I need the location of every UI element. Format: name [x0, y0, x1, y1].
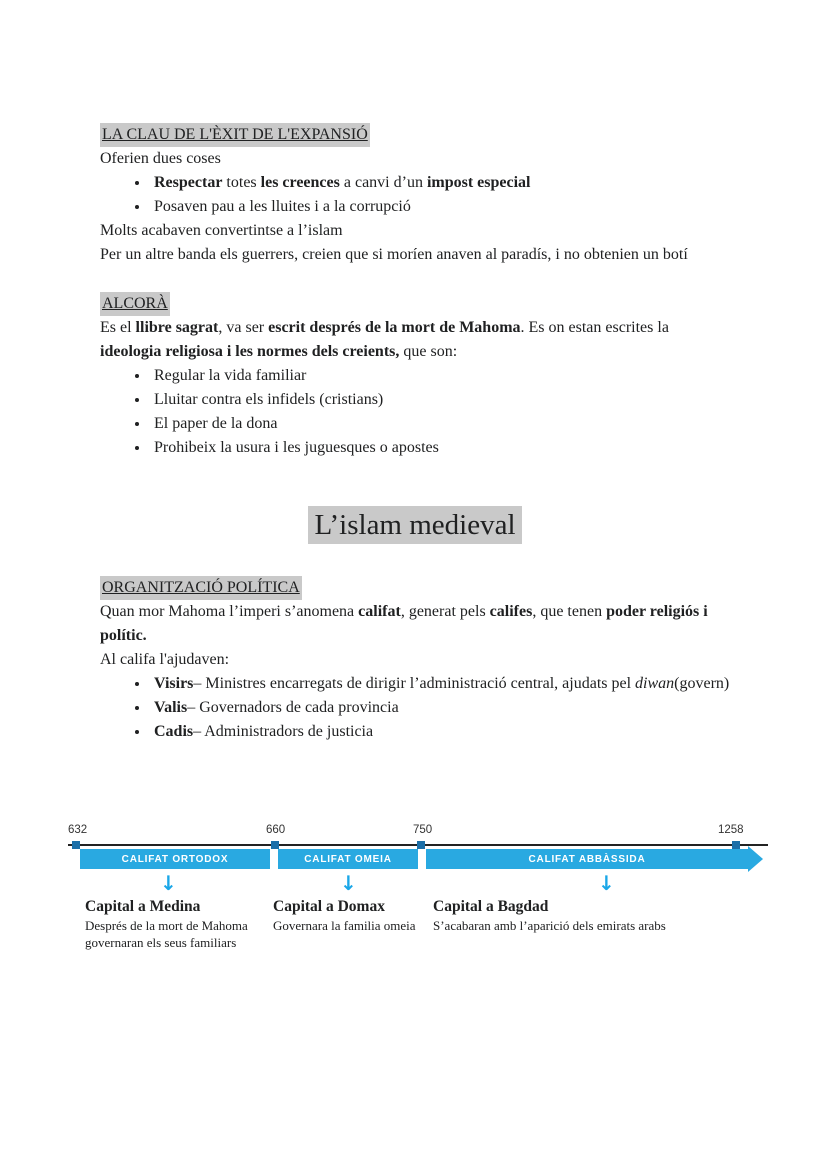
bold-text: poder religiós i polític.: [100, 603, 708, 644]
caliphates-timeline: [68, 824, 768, 997]
page-title: L’islam medieval: [308, 506, 521, 544]
timeline-tick-icon: [417, 841, 425, 849]
down-arrow-icon: ↓: [160, 871, 177, 895]
timeline-arrows: [68, 871, 768, 897]
timeline-date: 632: [68, 824, 88, 836]
caption-title: Capital a Domax: [273, 898, 385, 915]
paragraph: [100, 600, 730, 648]
timeline-date: 1258: [718, 824, 744, 836]
bold-text: les creences: [260, 174, 340, 191]
bullet-item: • Prohibeix la usura i les juguesques o apostes: [150, 436, 730, 460]
bold-text: Respectar: [154, 174, 223, 191]
plain-text: Quan mor Mahoma l’imperi s’anomena: [100, 603, 359, 620]
expansio-bullet-list: [100, 171, 730, 219]
section-heading-expansio: LA CLAU DE L'ÈXIT DE L'EXPANSIÓ: [100, 123, 370, 147]
paragraph: Al califa l'ajudaven:: [100, 651, 230, 668]
plain-text: Es el: [100, 319, 136, 336]
caption-desc: Després de la mort de Mahoma governaran els seus familiars: [85, 918, 248, 950]
timeline-segment-abbassida: CALIFAT ABBÀSSIDA: [426, 849, 748, 869]
bullet-item: • Posaven pau a les lluites i a la corrupció: [150, 195, 730, 219]
plain-text: – Ministres encarregats de dirigir l’administració central, ajudats pel: [193, 675, 636, 692]
italic-text: diwan: [635, 675, 675, 692]
bullet-item: • Lluitar contra els infidels (cristians): [150, 388, 730, 412]
plain-text: , va ser: [218, 319, 269, 336]
section-alcora: [100, 292, 730, 460]
timeline-date: 660: [266, 824, 286, 836]
timeline-caption-domax: [273, 897, 433, 934]
bold-text: califat: [358, 603, 401, 620]
plain-text: , generat pels: [400, 603, 490, 620]
caption-desc: Governara la familia omeia: [273, 918, 416, 933]
timeline-captions: [68, 897, 768, 997]
timeline-caption-medina: [85, 897, 260, 951]
title-wrap: [100, 506, 730, 544]
plain-text: a canvi d’un: [339, 174, 427, 191]
plain-text: (govern): [674, 675, 730, 692]
timeline-bar: [68, 849, 768, 869]
bold-text: impost especial: [426, 174, 531, 191]
section-heading-alcora: ALCORÀ: [100, 292, 170, 316]
caption-desc: S’acabaran amb l’aparició dels emirats arabs: [433, 918, 666, 933]
section-organitzacio: [100, 576, 730, 744]
timeline-date: 750: [413, 824, 433, 836]
timeline-tick-icon: [72, 841, 80, 849]
plain-text: que son:: [399, 343, 458, 360]
plain-text: . Es on estan escrites la: [520, 319, 669, 336]
down-arrow-icon: ↓: [340, 871, 357, 895]
bold-text: ideologia religiosa i les normes dels creients,: [100, 343, 400, 360]
bullet-item: • El paper de la dona: [150, 412, 730, 436]
bold-text: Valis: [154, 699, 188, 716]
plain-text: – Administradors de justicia: [193, 723, 374, 740]
paragraph: [100, 316, 730, 364]
bullet-item: [150, 171, 730, 195]
bullet-item-cadis: [150, 720, 730, 744]
paragraph: Per un altre banda els guerrers, creien que si moríen anaven al paradís, i no obtenien un botí: [100, 246, 688, 263]
timeline-dates: [68, 824, 768, 840]
bold-text: escrit després de la mort de Mahoma: [268, 319, 521, 336]
bold-text: califes: [489, 603, 533, 620]
bullet-item: • Regular la vida familiar: [150, 364, 730, 388]
bold-text: Visirs: [154, 675, 194, 692]
caption-title: Capital a Bagdad: [433, 898, 549, 915]
plain-text: – Governadors de cada provincia: [187, 699, 399, 716]
bullet-item-visirs: [150, 672, 730, 696]
alcora-bullet-list: [100, 364, 730, 460]
bold-text: Cadis: [154, 723, 194, 740]
timeline-caption-bagdad: [433, 897, 753, 934]
bullet-item-valis: [150, 696, 730, 720]
plain-text: totes: [222, 174, 261, 191]
plain-text: , que tenen: [532, 603, 607, 620]
timeline-segment-omeia: CALIFAT OMEIA: [278, 849, 418, 869]
paragraph-intro: Oferien dues coses: [100, 150, 221, 167]
organitzacio-bullet-list: [100, 672, 730, 744]
timeline-tick-icon: [271, 841, 279, 849]
section-heading-organitzacio: ORGANITZACIÓ POLÍTICA: [100, 576, 302, 600]
down-arrow-icon: ↓: [598, 871, 615, 895]
bold-text: llibre sagrat: [135, 319, 219, 336]
paragraph: Molts acabaven convertintse a l’islam: [100, 222, 343, 239]
caption-title: Capital a Medina: [85, 898, 201, 915]
section-expansio: [100, 123, 730, 267]
timeline-axis: [68, 844, 768, 846]
timeline-segment-ortodox: CALIFAT ORTODOX: [80, 849, 270, 869]
timeline-tick-icon: [732, 841, 740, 849]
